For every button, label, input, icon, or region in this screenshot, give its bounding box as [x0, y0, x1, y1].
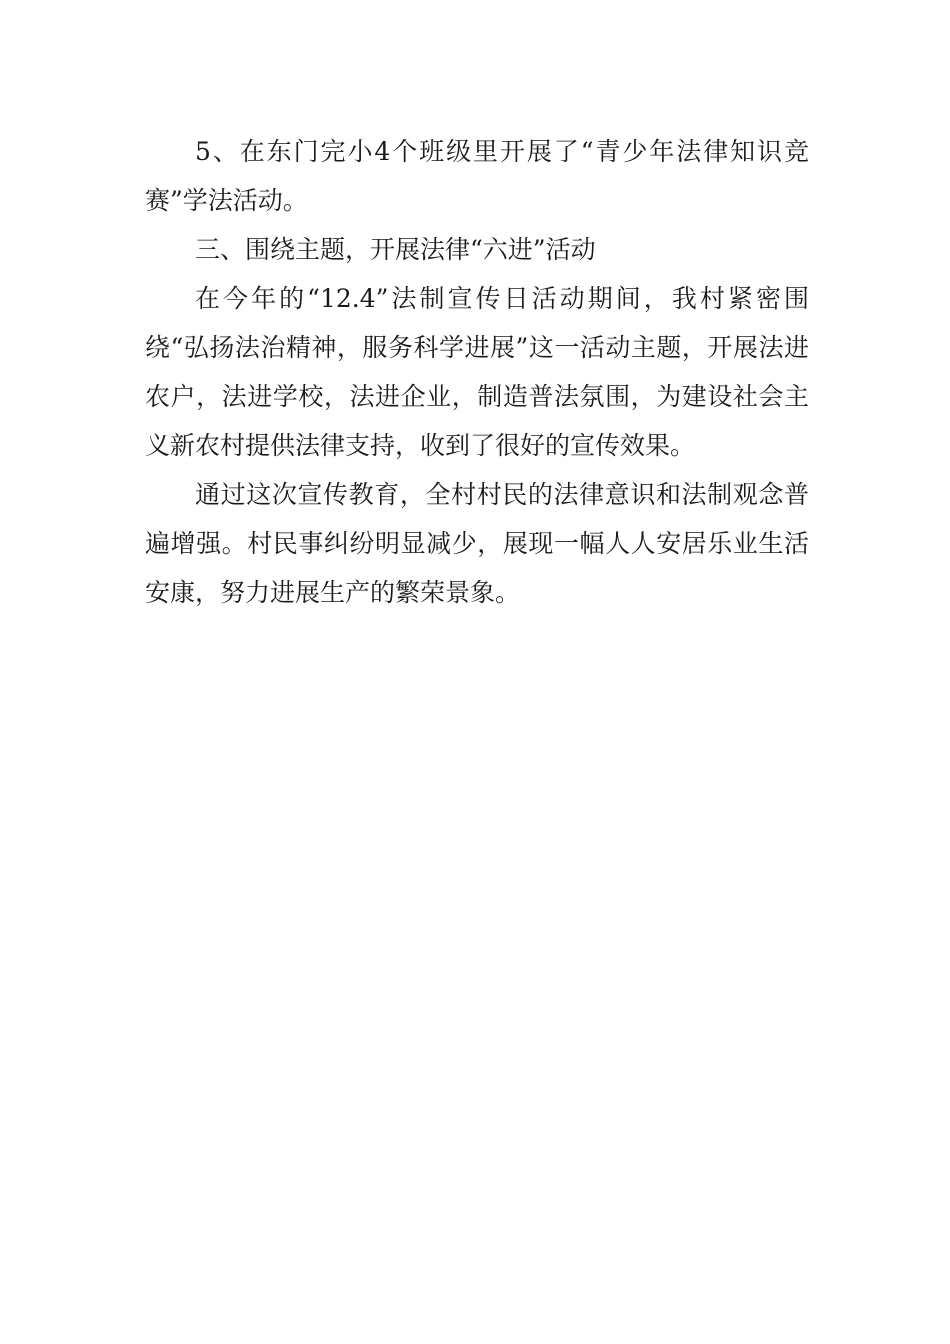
- section-heading-six-entries: 三、围绕主题，开展法律“六进”活动: [195, 235, 596, 264]
- document-body: [145, 127, 809, 617]
- paragraph-competition: 5、在东门完小4个班级里开展了“青少年法律知识竞赛”学法活动。: [145, 137, 809, 215]
- paragraph-results: 通过这次宣传教育，全村村民的法律意识和法制观念普遍增强。村民事纠纷明显减少，展现一幅人人安居乐业生活安康，努力进展生产的繁荣景象。: [145, 480, 809, 607]
- paragraph-legal-day: 在今年的“12.4”法制宣传日活动期间，我村紧密围绕“弘扬法治精神，服务科学进展”这一活动主题，开展法进农户，法进学校，法进企业，制造普法氛围，为建设社会主义新农村提供法律支持，收到了很好的宣传效果。: [145, 284, 809, 460]
